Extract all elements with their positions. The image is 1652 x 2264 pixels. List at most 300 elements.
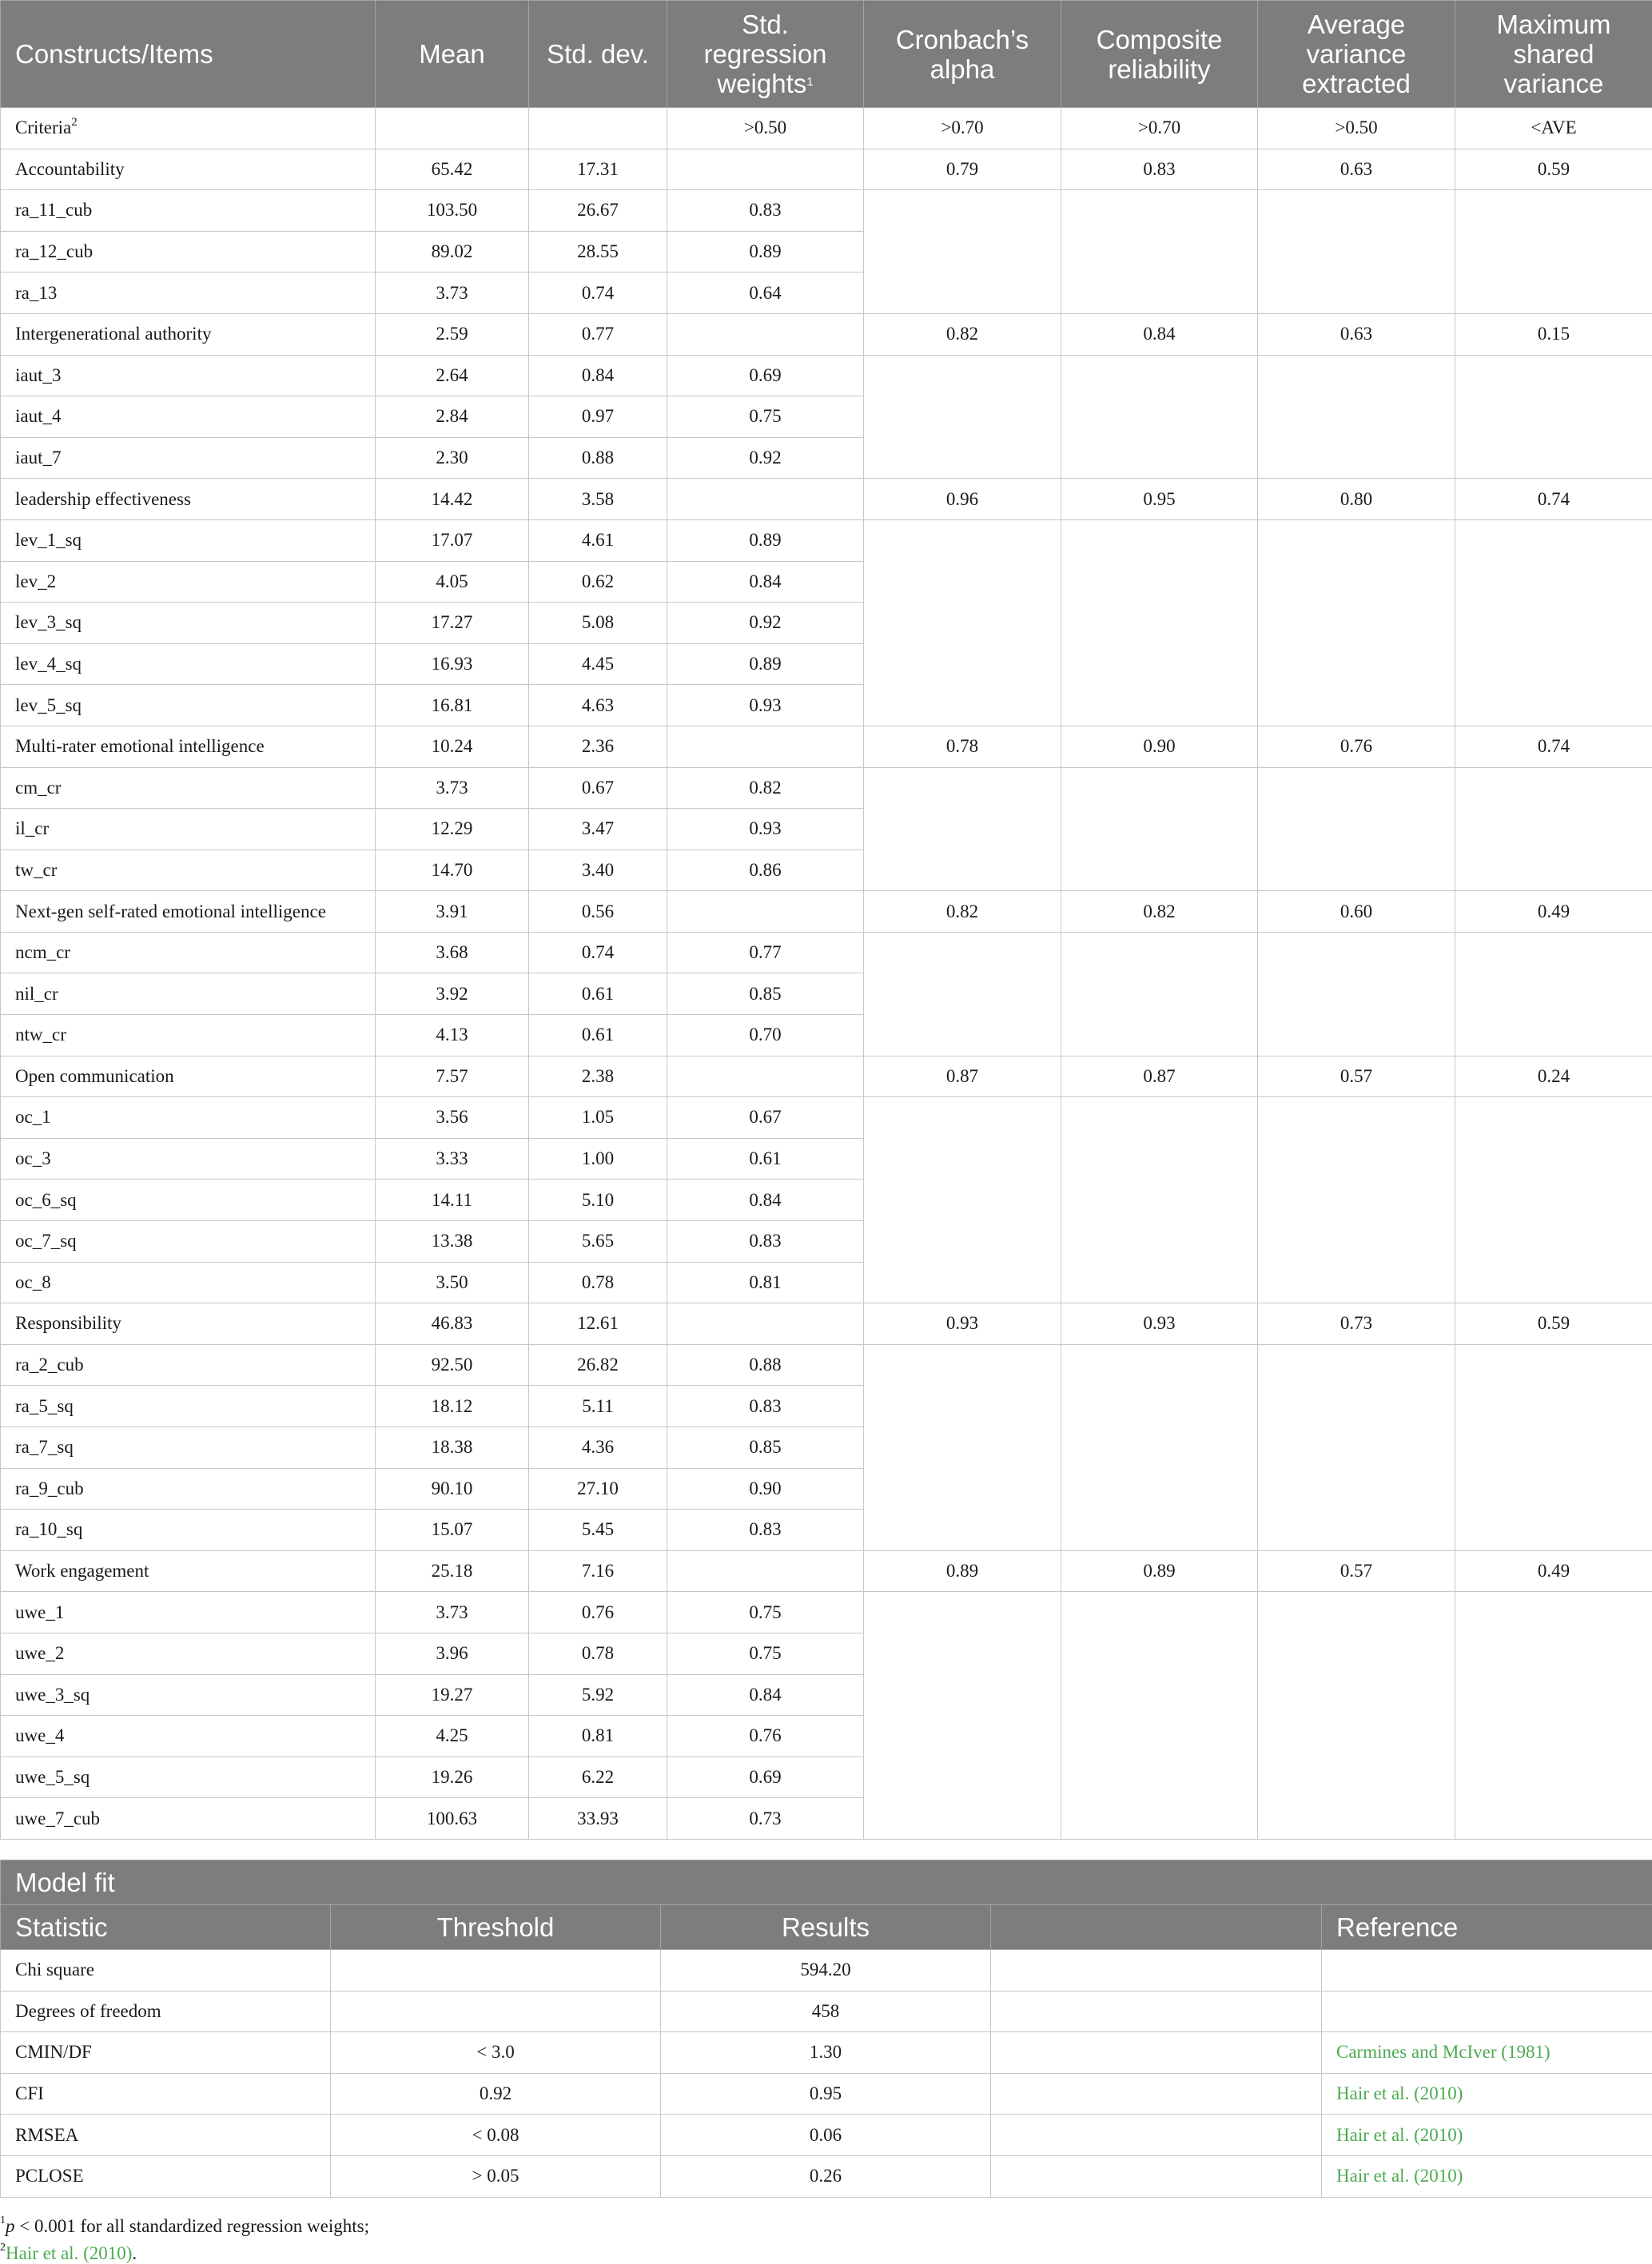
item-mean: 3.50 xyxy=(376,1262,529,1303)
construct-name: leadership effectiveness xyxy=(1,479,376,520)
item-ave-blank xyxy=(1258,355,1455,479)
fit-threshold: < 0.08 xyxy=(331,2115,661,2156)
item-sd: 5.10 xyxy=(529,1180,667,1221)
col-header-srw xyxy=(667,1,864,108)
item-name: uwe_2 xyxy=(1,1633,376,1674)
construct-alpha: 0.82 xyxy=(864,891,1061,933)
item-sd: 5.92 xyxy=(529,1674,667,1716)
construct-cr: 0.83 xyxy=(1061,149,1258,190)
construct-msv: 0.15 xyxy=(1455,313,1652,355)
construct-row xyxy=(1,313,1652,355)
item-srw: 0.69 xyxy=(667,1757,864,1798)
criteria-cr: >0.70 xyxy=(1061,108,1258,149)
item-row xyxy=(1,519,1652,561)
item-alpha-blank xyxy=(864,1592,1061,1840)
construct-mean: 46.83 xyxy=(376,1303,529,1345)
item-name: uwe_4 xyxy=(1,1716,376,1757)
item-row xyxy=(1,1344,1652,1386)
item-mean: 3.68 xyxy=(376,932,529,973)
item-name: lev_1_sq xyxy=(1,519,376,561)
fit-reference xyxy=(1322,2032,1652,2074)
item-name: iaut_3 xyxy=(1,355,376,396)
item-mean: 17.27 xyxy=(376,603,529,644)
item-sd: 6.22 xyxy=(529,1757,667,1798)
construct-row xyxy=(1,149,1652,190)
construct-srw xyxy=(667,891,864,933)
col-header-results: Results xyxy=(661,1905,991,1950)
construct-alpha: 0.78 xyxy=(864,726,1061,767)
criteria-mean xyxy=(376,108,529,149)
item-sd: 0.88 xyxy=(529,437,667,479)
item-srw: 0.61 xyxy=(667,1138,864,1180)
construct-sd: 0.56 xyxy=(529,891,667,933)
item-sd: 26.67 xyxy=(529,190,667,232)
item-name: oc_1 xyxy=(1,1097,376,1139)
construct-ave: 0.73 xyxy=(1258,1303,1455,1345)
item-name: lev_2 xyxy=(1,561,376,603)
construct-msv: 0.24 xyxy=(1455,1056,1652,1097)
item-name: ra_12_cub xyxy=(1,231,376,273)
fit-reference xyxy=(1322,2115,1652,2156)
construct-sd: 2.38 xyxy=(529,1056,667,1097)
item-ave-blank xyxy=(1258,1097,1455,1303)
construct-sd: 7.16 xyxy=(529,1550,667,1592)
item-srw: 0.84 xyxy=(667,1674,864,1716)
criteria-sd xyxy=(529,108,667,149)
fit-row xyxy=(1,2073,1652,2115)
item-mean: 2.30 xyxy=(376,437,529,479)
item-msv-blank xyxy=(1455,767,1652,891)
item-ave-blank xyxy=(1258,519,1455,726)
item-mean: 19.27 xyxy=(376,1674,529,1716)
item-srw: 0.82 xyxy=(667,767,864,809)
item-srw: 0.75 xyxy=(667,1633,864,1674)
item-alpha-blank xyxy=(864,767,1061,891)
construct-msv: 0.74 xyxy=(1455,479,1652,520)
item-srw: 0.92 xyxy=(667,437,864,479)
item-name: uwe_1 xyxy=(1,1592,376,1633)
fit-threshold: 0.92 xyxy=(331,2073,661,2115)
item-mean: 3.73 xyxy=(376,273,529,314)
fit-reference-link[interactable]: Hair et al. (2010) xyxy=(1336,2166,1463,2186)
item-sd: 0.74 xyxy=(529,932,667,973)
item-mean: 18.38 xyxy=(376,1427,529,1469)
item-sd: 0.97 xyxy=(529,396,667,438)
fit-blank xyxy=(991,2032,1322,2074)
fit-statistic: CMIN/DF xyxy=(1,2032,331,2074)
item-mean: 3.73 xyxy=(376,1592,529,1633)
footnote-1-text: < 0.001 for all standardized regression weights; xyxy=(14,2216,369,2236)
fit-threshold xyxy=(331,1950,661,1991)
item-msv-blank xyxy=(1455,1344,1652,1550)
construct-row xyxy=(1,891,1652,933)
criteria-label: Criteria xyxy=(15,117,72,138)
item-srw: 0.69 xyxy=(667,355,864,396)
item-mean: 100.63 xyxy=(376,1798,529,1840)
fit-threshold: < 3.0 xyxy=(331,2032,661,2074)
item-mean: 2.64 xyxy=(376,355,529,396)
item-alpha-blank xyxy=(864,519,1061,726)
item-name: ra_7_sq xyxy=(1,1427,376,1469)
item-srw: 0.90 xyxy=(667,1468,864,1510)
item-name: cm_cr xyxy=(1,767,376,809)
construct-srw xyxy=(667,1550,864,1592)
item-sd: 0.76 xyxy=(529,1592,667,1633)
criteria-msv: <AVE xyxy=(1455,108,1652,149)
item-srw: 0.89 xyxy=(667,231,864,273)
item-alpha-blank xyxy=(864,355,1061,479)
fit-blank xyxy=(991,2115,1322,2156)
fit-threshold xyxy=(331,1991,661,2032)
col-header-ave: Average variance extracted xyxy=(1258,1,1455,108)
item-sd: 0.61 xyxy=(529,1015,667,1056)
item-alpha-blank xyxy=(864,190,1061,314)
construct-ave: 0.76 xyxy=(1258,726,1455,767)
item-srw: 0.85 xyxy=(667,973,864,1015)
fit-blank xyxy=(991,2155,1322,2197)
construct-cr: 0.89 xyxy=(1061,1550,1258,1592)
construct-cr: 0.95 xyxy=(1061,479,1258,520)
item-mean: 14.11 xyxy=(376,1180,529,1221)
construct-name: Open communication xyxy=(1,1056,376,1097)
item-sd: 5.65 xyxy=(529,1221,667,1263)
item-sd: 1.05 xyxy=(529,1097,667,1139)
item-msv-blank xyxy=(1455,1592,1652,1840)
item-mean: 3.73 xyxy=(376,767,529,809)
fit-reference xyxy=(1322,1950,1652,1991)
construct-row xyxy=(1,1303,1652,1345)
criteria-row xyxy=(1,108,1652,149)
item-alpha-blank xyxy=(864,1097,1061,1303)
construct-name: Next-gen self-rated emotional intelligence xyxy=(1,891,376,933)
item-sd: 0.61 xyxy=(529,973,667,1015)
item-row xyxy=(1,1097,1652,1139)
item-srw: 0.70 xyxy=(667,1015,864,1056)
construct-alpha: 0.89 xyxy=(864,1550,1061,1592)
item-sd: 0.62 xyxy=(529,561,667,603)
item-mean: 4.05 xyxy=(376,561,529,603)
item-name: ra_13 xyxy=(1,273,376,314)
fit-reference-link[interactable]: Hair et al. (2010) xyxy=(1336,2124,1463,2145)
col-header-items: Constructs/Items xyxy=(1,1,376,108)
item-mean: 4.13 xyxy=(376,1015,529,1056)
footnote-1-mark: 1 xyxy=(0,2214,6,2226)
construct-ave: 0.57 xyxy=(1258,1550,1455,1592)
item-alpha-blank xyxy=(864,1344,1061,1550)
item-srw: 0.93 xyxy=(667,685,864,726)
item-name: ncm_cr xyxy=(1,932,376,973)
item-srw: 0.86 xyxy=(667,849,864,891)
construct-msv: 0.49 xyxy=(1455,1550,1652,1592)
header-row xyxy=(1,1,1652,108)
item-srw: 0.77 xyxy=(667,932,864,973)
construct-name: Multi-rater emotional intelligence xyxy=(1,726,376,767)
fit-blank xyxy=(991,1950,1322,1991)
item-sd: 0.67 xyxy=(529,767,667,809)
item-sd: 28.55 xyxy=(529,231,667,273)
footnote-2-mark: 2 xyxy=(0,2242,6,2254)
item-srw: 0.88 xyxy=(667,1344,864,1386)
item-mean: 3.92 xyxy=(376,973,529,1015)
fit-row xyxy=(1,1991,1652,2032)
item-mean: 18.12 xyxy=(376,1386,529,1427)
item-sd: 1.00 xyxy=(529,1138,667,1180)
fit-results: 458 xyxy=(661,1991,991,2032)
fit-reference-link[interactable]: Carmines and McIver (1981) xyxy=(1336,2042,1550,2063)
item-name: ra_9_cub xyxy=(1,1468,376,1510)
item-sd: 4.45 xyxy=(529,643,667,685)
item-name: oc_6_sq xyxy=(1,1180,376,1221)
item-name: lev_5_sq xyxy=(1,685,376,726)
item-name: ra_10_sq xyxy=(1,1510,376,1551)
fit-blank xyxy=(991,2073,1322,2115)
fit-statistic: RMSEA xyxy=(1,2115,331,2156)
footnote-1-p: p xyxy=(6,2216,15,2236)
item-alpha-blank xyxy=(864,932,1061,1056)
fit-row xyxy=(1,1950,1652,1991)
item-mean: 17.07 xyxy=(376,519,529,561)
construct-ave: 0.63 xyxy=(1258,149,1455,190)
construct-srw xyxy=(667,313,864,355)
construct-msv: 0.74 xyxy=(1455,726,1652,767)
construct-row xyxy=(1,479,1652,520)
construct-sd: 17.31 xyxy=(529,149,667,190)
item-mean: 3.33 xyxy=(376,1138,529,1180)
item-sd: 5.11 xyxy=(529,1386,667,1427)
item-mean: 4.25 xyxy=(376,1716,529,1757)
construct-msv: 0.59 xyxy=(1455,149,1652,190)
item-name: oc_8 xyxy=(1,1262,376,1303)
construct-srw xyxy=(667,1056,864,1097)
item-mean: 3.96 xyxy=(376,1633,529,1674)
item-srw: 0.73 xyxy=(667,1798,864,1840)
fit-results: 1.30 xyxy=(661,2032,991,2074)
col-header-blank xyxy=(991,1905,1322,1950)
item-name: ra_5_sq xyxy=(1,1386,376,1427)
construct-alpha: 0.87 xyxy=(864,1056,1061,1097)
fit-statistic: Degrees of freedom xyxy=(1,1991,331,2032)
footnote-1 xyxy=(0,2214,369,2236)
item-sd: 4.63 xyxy=(529,685,667,726)
construct-alpha: 0.96 xyxy=(864,479,1061,520)
col-header-mean: Mean xyxy=(376,1,529,108)
footnote-2-reference-link[interactable]: Hair et al. (2010) xyxy=(6,2243,133,2263)
item-sd: 27.10 xyxy=(529,1468,667,1510)
fit-reference xyxy=(1322,1991,1652,2032)
item-row xyxy=(1,190,1652,232)
model-fit-header-row xyxy=(1,1905,1652,1950)
construct-mean: 65.42 xyxy=(376,149,529,190)
construct-alpha: 0.82 xyxy=(864,313,1061,355)
item-name: ra_2_cub xyxy=(1,1344,376,1386)
construct-cr: 0.82 xyxy=(1061,891,1258,933)
construct-ave: 0.57 xyxy=(1258,1056,1455,1097)
construct-alpha: 0.93 xyxy=(864,1303,1061,1345)
construct-row xyxy=(1,726,1652,767)
item-ave-blank xyxy=(1258,1592,1455,1840)
item-mean: 15.07 xyxy=(376,1510,529,1551)
fit-row xyxy=(1,2115,1652,2156)
item-ave-blank xyxy=(1258,190,1455,314)
model-fit-body xyxy=(1,1950,1652,2198)
construct-ave: 0.63 xyxy=(1258,313,1455,355)
fit-results: 0.06 xyxy=(661,2115,991,2156)
model-fit-caption-row xyxy=(1,1860,1652,1905)
criteria-label-cell xyxy=(1,108,376,149)
item-name: oc_3 xyxy=(1,1138,376,1180)
fit-reference-link[interactable]: Hair et al. (2010) xyxy=(1336,2083,1463,2103)
col-header-alpha: Cronbach’s alpha xyxy=(864,1,1061,108)
item-sd: 0.78 xyxy=(529,1633,667,1674)
item-name: tw_cr xyxy=(1,849,376,891)
fit-statistic: CFI xyxy=(1,2073,331,2115)
construct-sd: 0.77 xyxy=(529,313,667,355)
item-cr-blank xyxy=(1061,1097,1258,1303)
construct-msv: 0.49 xyxy=(1455,891,1652,933)
item-sd: 0.78 xyxy=(529,1262,667,1303)
item-sd: 33.93 xyxy=(529,1798,667,1840)
construct-row xyxy=(1,1056,1652,1097)
item-mean: 19.26 xyxy=(376,1757,529,1798)
item-srw: 0.75 xyxy=(667,396,864,438)
item-cr-blank xyxy=(1061,1344,1258,1550)
item-sd: 0.81 xyxy=(529,1716,667,1757)
item-row xyxy=(1,355,1652,396)
construct-srw xyxy=(667,1303,864,1345)
item-name: lev_3_sq xyxy=(1,603,376,644)
construct-ave: 0.60 xyxy=(1258,891,1455,933)
item-srw: 0.67 xyxy=(667,1097,864,1139)
item-cr-blank xyxy=(1061,767,1258,891)
construct-row xyxy=(1,1550,1652,1592)
item-name: iaut_4 xyxy=(1,396,376,438)
item-sd: 4.61 xyxy=(529,519,667,561)
footnote-2 xyxy=(0,2244,137,2262)
item-mean: 13.38 xyxy=(376,1221,529,1263)
construct-name: Intergenerational authority xyxy=(1,313,376,355)
item-mean: 92.50 xyxy=(376,1344,529,1386)
item-mean: 90.10 xyxy=(376,1468,529,1510)
construct-cr: 0.84 xyxy=(1061,313,1258,355)
srw-footnote-mark: 1 xyxy=(806,75,814,89)
col-header-threshold: Threshold xyxy=(331,1905,661,1950)
construct-srw xyxy=(667,726,864,767)
construct-mean: 3.91 xyxy=(376,891,529,933)
item-srw: 0.89 xyxy=(667,643,864,685)
item-srw: 0.92 xyxy=(667,603,864,644)
item-cr-blank xyxy=(1061,519,1258,726)
construct-mean: 14.42 xyxy=(376,479,529,520)
item-sd: 3.40 xyxy=(529,849,667,891)
fit-results: 0.95 xyxy=(661,2073,991,2115)
measurement-table-body xyxy=(1,108,1652,1840)
construct-mean: 7.57 xyxy=(376,1056,529,1097)
model-fit-caption: Model fit xyxy=(1,1860,1652,1905)
fit-reference xyxy=(1322,2073,1652,2115)
item-name: uwe_7_cub xyxy=(1,1798,376,1840)
item-srw: 0.64 xyxy=(667,273,864,314)
item-row xyxy=(1,1592,1652,1633)
item-mean: 12.29 xyxy=(376,809,529,850)
model-fit-table xyxy=(0,1860,1652,2198)
item-sd: 26.82 xyxy=(529,1344,667,1386)
construct-cr: 0.87 xyxy=(1061,1056,1258,1097)
fit-row xyxy=(1,2155,1652,2197)
item-srw: 0.85 xyxy=(667,1427,864,1469)
construct-msv: 0.59 xyxy=(1455,1303,1652,1345)
item-row xyxy=(1,932,1652,973)
item-cr-blank xyxy=(1061,190,1258,314)
item-name: iaut_7 xyxy=(1,437,376,479)
construct-name: Accountability xyxy=(1,149,376,190)
item-srw: 0.81 xyxy=(667,1262,864,1303)
item-srw: 0.83 xyxy=(667,1510,864,1551)
item-srw: 0.83 xyxy=(667,190,864,232)
item-cr-blank xyxy=(1061,1592,1258,1840)
item-name: oc_7_sq xyxy=(1,1221,376,1263)
item-msv-blank xyxy=(1455,932,1652,1056)
construct-cr: 0.93 xyxy=(1061,1303,1258,1345)
item-msv-blank xyxy=(1455,1097,1652,1303)
item-name: lev_4_sq xyxy=(1,643,376,685)
col-header-statistic: Statistic xyxy=(1,1905,331,1950)
item-ave-blank xyxy=(1258,932,1455,1056)
criteria-srw: >0.50 xyxy=(667,108,864,149)
item-mean: 16.93 xyxy=(376,643,529,685)
item-ave-blank xyxy=(1258,1344,1455,1550)
construct-sd: 12.61 xyxy=(529,1303,667,1345)
item-name: ntw_cr xyxy=(1,1015,376,1056)
item-mean: 2.84 xyxy=(376,396,529,438)
item-name: ra_11_cub xyxy=(1,190,376,232)
srw-label: Std. regression weights xyxy=(703,10,827,98)
item-srw: 0.93 xyxy=(667,809,864,850)
item-name: uwe_5_sq xyxy=(1,1757,376,1798)
item-sd: 4.36 xyxy=(529,1427,667,1469)
construct-mean: 2.59 xyxy=(376,313,529,355)
item-srw: 0.83 xyxy=(667,1386,864,1427)
construct-ave: 0.80 xyxy=(1258,479,1455,520)
construct-sd: 2.36 xyxy=(529,726,667,767)
item-name: uwe_3_sq xyxy=(1,1674,376,1716)
item-sd: 0.84 xyxy=(529,355,667,396)
construct-alpha: 0.79 xyxy=(864,149,1061,190)
footnote-2-end: . xyxy=(132,2243,137,2263)
item-srw: 0.83 xyxy=(667,1221,864,1263)
item-mean: 3.56 xyxy=(376,1097,529,1139)
criteria-ave: >0.50 xyxy=(1258,108,1455,149)
item-srw: 0.75 xyxy=(667,1592,864,1633)
item-name: nil_cr xyxy=(1,973,376,1015)
item-srw: 0.89 xyxy=(667,519,864,561)
criteria-alpha: >0.70 xyxy=(864,108,1061,149)
item-msv-blank xyxy=(1455,190,1652,314)
item-srw: 0.76 xyxy=(667,1716,864,1757)
construct-mean: 10.24 xyxy=(376,726,529,767)
item-mean: 89.02 xyxy=(376,231,529,273)
fit-threshold: > 0.05 xyxy=(331,2155,661,2197)
construct-name: Responsibility xyxy=(1,1303,376,1345)
item-cr-blank xyxy=(1061,932,1258,1056)
col-header-sd: Std. dev. xyxy=(529,1,667,108)
col-header-reference: Reference xyxy=(1322,1905,1652,1950)
item-sd: 0.74 xyxy=(529,273,667,314)
item-row xyxy=(1,767,1652,809)
fit-blank xyxy=(991,1991,1322,2032)
item-sd: 5.45 xyxy=(529,1510,667,1551)
item-srw: 0.84 xyxy=(667,561,864,603)
construct-sd: 3.58 xyxy=(529,479,667,520)
